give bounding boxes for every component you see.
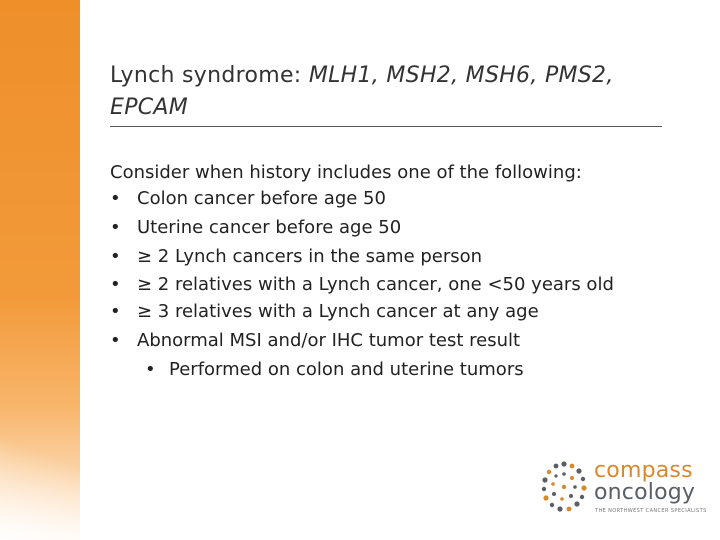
criteria-item: • Colon cancer before age 50 [110,186,670,212]
slide-title [110,60,670,124]
criteria-item: • ≥ 2 relatives with a Lynch cancer, one <50 years old [110,273,670,296]
criteria-item: • Uterine cancer before age 50 [110,215,670,241]
intro-text: Consider when history includes one of the following: [110,162,582,183]
logo-word-compass: compass [594,458,693,483]
sub-criteria-item: • Performed on colon and uterine tumors [137,357,670,383]
accent-bar-fade [0,420,80,540]
criteria-item-label: Abnormal MSI and/or IHC tumor test result [137,330,521,351]
logo-tagline: THE NORTHWEST CANCER SPECIALISTS [595,508,707,514]
criteria-list [110,186,670,383]
criteria-item: • ≥ 3 relatives with a Lynch cancer at any age [110,299,670,325]
compass-oncology-logo [538,458,707,520]
sub-criteria-list [137,357,670,383]
slide-body [110,160,670,386]
title-genes: MLH1, MSH2, MSH6, PMS2, EPCAM [110,63,614,120]
accent-bar [0,0,80,540]
criteria-item-with-sub [110,328,670,383]
title-prefix: Lynch syndrome: [110,63,309,88]
compass-dots-icon [538,458,590,518]
title-divider [110,126,662,127]
logo-word-oncology: oncology [594,480,696,505]
criteria-item: • ≥ 2 Lynch cancers in the same person [110,244,670,270]
